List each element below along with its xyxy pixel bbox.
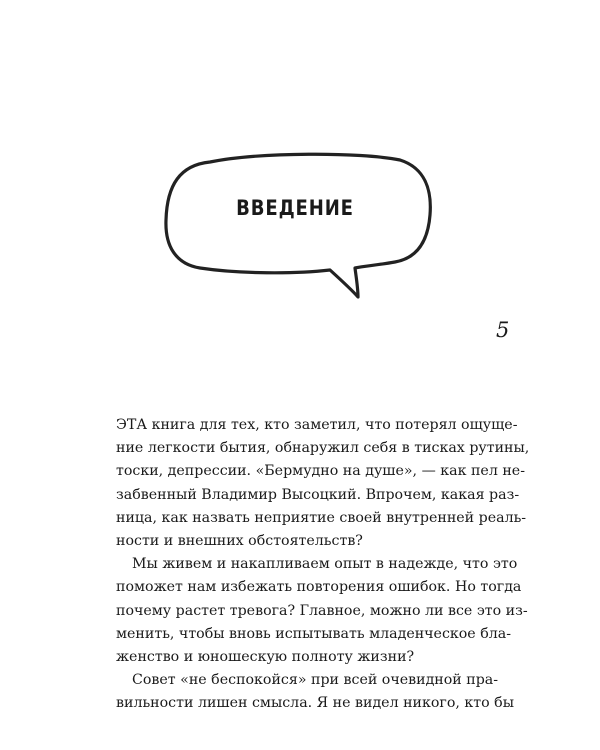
text-line: ница, как назвать неприятие своей внутренней реаль- (116, 509, 527, 526)
speech-bubble-outline (166, 154, 430, 297)
text-line: поможет нам избежать повторения ошибок. Но тогда (116, 579, 522, 596)
text-line: забвенный Владимир Высоцкий. Впрочем, какая раз- (116, 486, 520, 503)
text-line: вильности лишен смысла. Я не видел никого, кто бы (116, 695, 515, 712)
page-number: 5 (496, 318, 510, 342)
body-text (116, 414, 530, 715)
paragraph (116, 669, 515, 715)
text-line: женство и юношескую полноту жизни? (116, 648, 415, 665)
paragraph (116, 553, 528, 669)
text-line: Мы живем и накапливаем опыт в надежде, что это (132, 556, 518, 573)
text-line: менить, чтобы вновь испытывать младенческое бла- (116, 625, 512, 642)
text-line: Совет «не беспокойся» при всей очевидной пра- (132, 672, 499, 689)
text-line: ЭТА книга для тех, кто заметил, что потерял ощуще- (116, 417, 518, 433)
text-line: почему растет тревога? Главное, можно ли все это из- (116, 602, 528, 619)
text-line: ние легкости бытия, обнаружил себя в тисках рутины, (116, 440, 530, 457)
paragraph (116, 414, 530, 553)
chapter-title: ВВЕДЕНИЕ (236, 196, 354, 220)
text-line: тоски, депрессии. «Бермудно на душе», — как пел не- (116, 463, 525, 480)
text-line: ности и внешних обстоятельств? (116, 532, 363, 549)
